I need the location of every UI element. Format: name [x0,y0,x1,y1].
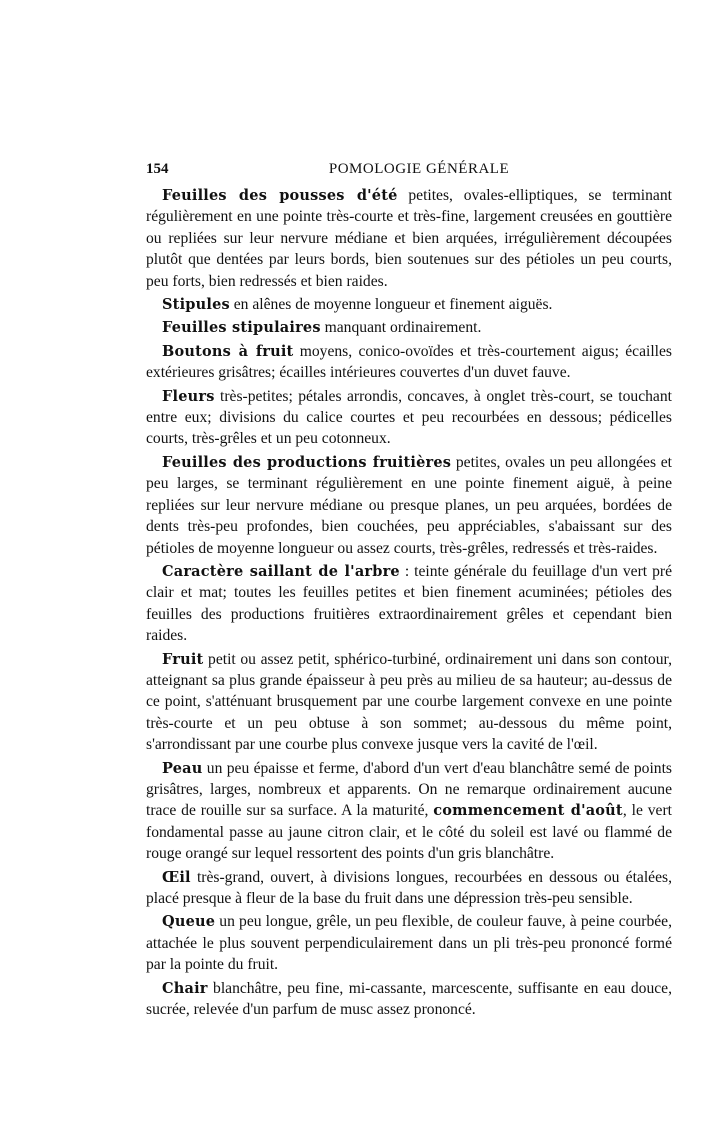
paragraph-peau [146,758,672,865]
paragraph-text: manquant ordinairement. [320,319,482,337]
paragraph-text: en alênes de moyenne longueur et finement aiguës. [229,296,553,314]
term-heading: Chair [162,979,208,997]
running-title: POMOLOGIE GÉNÉRALE [328,161,510,177]
paragraph-queue [146,911,672,975]
paragraph-chair [146,978,672,1021]
paragraph-text-continued: , le vert fondamental passe au jaune citron clair, et le côté du soleil est lavé ou flammé de rouge orangé sur lequel ressortent des points d'un gris blanchâtre. [146,802,672,863]
term-heading: Feuilles stipulaires [162,319,321,337]
paragraph-feuilles-productions [146,452,672,559]
term-heading: Feuilles des productions fruitières [162,453,452,471]
page-header [146,158,672,180]
term-heading: Feuilles des pousses d'été [162,187,398,204]
paragraph-oeil [146,867,672,910]
paragraph-text: blanchâtre, peu fine, mi-cassante, marcescente, suffisante en eau douce, sucrée, relevée d'un parfum de musc assez prononcé. [146,979,672,1019]
term-heading: Peau [162,759,203,777]
paragraph-fleurs [146,386,672,450]
paragraph-boutons [146,341,672,384]
paragraph-text: : teinte générale du feuillage d'un vert pré clair et mat; toutes les feuilles petites et bien finement acuminées; pétioles des feuilles des productions fruitières extraordinairement grêles et cependant bien raides. [146,562,672,645]
maturity-date: commencement d'août [433,802,623,820]
paragraph-text: un peu épaisse et ferme, d'abord d'un vert d'eau blanchâtre semé de points grisâtres, larges, nombreux et apparents. On ne remarque ordinairement aucune trace de rouille sur sa surface. A la maturité, [146,759,672,820]
paragraph-text: petites, ovales un peu allongées et peu larges, se terminant régulièrement en une pointe finement aiguë, à peine repliées sur leur nervure médiane ou presque planes, un peu arquées, bordées de dents très-peu profondes, bien couchées, peu appréciables, s'abaissant sur des pétioles de moyenne longueur ou assez courts, très-grêles, redressés et très-raides. [146,453,672,557]
term-heading: Caractère saillant de l'arbre [162,562,400,580]
term-heading: Boutons à fruit [162,342,294,360]
paragraph-text: un peu longue, grêle, un peu flexible, de couleur fauve, à peine courbée, attachée le plus souvent perpendiculairement dans un pli très-peu prononcé formé par la pointe du fruit. [146,913,672,974]
paragraph-caractere-arbre [146,561,672,647]
paragraph-feuilles-stipulaires [146,317,672,338]
paragraph-text: très-petites; pétales arrondis, concaves, à onglet très-court, se touchant entre eux; divisions du calice courtes et peu recourbées en dessous; pédicelles courts, très-grêles et un peu cotonneux. [146,387,672,448]
paragraph-fruit [146,649,672,756]
term-heading: Œil [162,868,191,886]
term-heading: Stipules [162,296,230,314]
term-heading: Queue [162,913,216,931]
paragraph-text: moyens, conico-ovoïdes et très-courtement aigus; écailles extérieures grisâtres; écailles intérieures couvertes d'un duvet fauve. [146,342,672,382]
book-page [146,158,672,1022]
term-heading: Fleurs [162,387,215,405]
page-number: 154 [146,161,169,177]
paragraph-feuilles-pousses [146,185,672,292]
paragraph-text: petit ou assez petit, sphérico-turbiné, ordinairement uni dans son contour, atteignant sa plus grande épaisseur à peu près au milieu de sa hauteur; au-dessus de ce point, s'atténuant brusquement par une courbe largement convexe en une pointe très-courte et un peu obtuse à son sommet; au-dessous du même point, s'arrondissant par une courbe plus convexe jusque vers la cavité de l'œil. [146,650,672,754]
paragraph-stipules [146,294,672,315]
paragraph-text: très-grand, ouvert, à divisions longues, recourbées en dessous ou étalées, placé presque à fleur de la base du fruit dans une dépression très-peu sensible. [146,868,672,907]
paragraph-text: petites, ovales-elliptiques, se terminant régulièrement en une pointe très-courte et très-fine, largement creusées en gouttière ou repliées sur leur nervure médiane et bien arquées, irrégulièrement découpées plutôt que dentées par leurs bords, bien soutenues sur des pétioles un peu courts, peu forts, bien redressés et bien raides. [146,187,672,290]
term-heading: Fruit [162,650,204,668]
